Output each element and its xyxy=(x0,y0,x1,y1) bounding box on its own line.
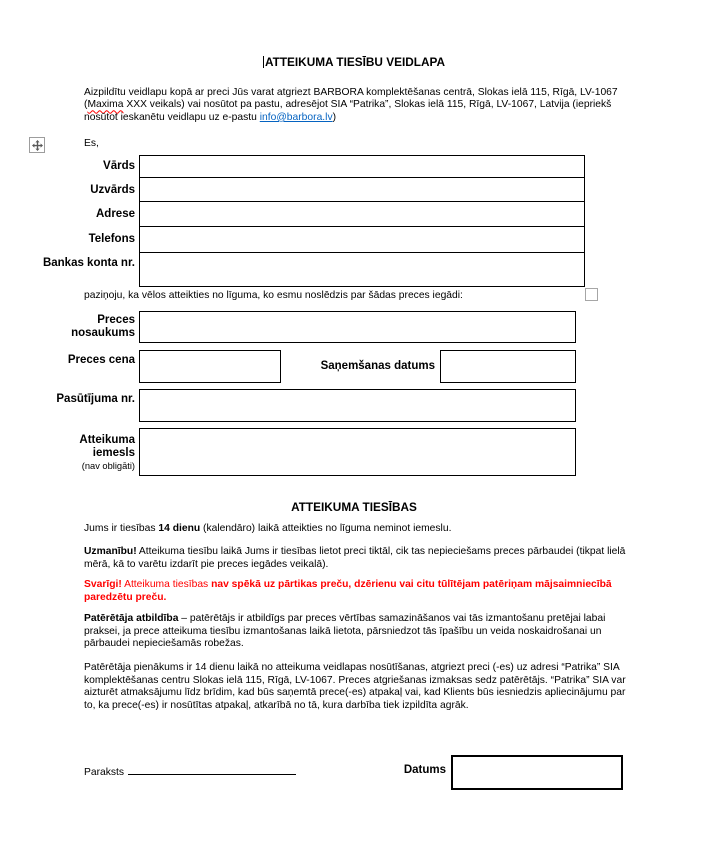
signature-line[interactable] xyxy=(128,764,296,775)
field-label-optional-note: (nav obligāti) xyxy=(81,461,135,471)
salutation-text: Es, xyxy=(84,138,99,149)
four-way-arrow-icon xyxy=(32,140,43,151)
field-label-sanemsanas-datums: Saņemšanas datums xyxy=(320,360,435,372)
table-move-handle-icon[interactable] xyxy=(29,137,45,153)
adrese-input[interactable] xyxy=(139,201,585,228)
p4-bold-pateretaja-atbildiba: Patērētāja atbildība xyxy=(84,613,179,624)
pasutijuma-nr-input[interactable] xyxy=(139,389,576,422)
telefons-input[interactable] xyxy=(139,226,585,254)
misspelled-word-maxima: Maxima xyxy=(87,99,124,111)
p1-bold-14-dienu: 14 dienu xyxy=(158,523,201,534)
field-label-atteikuma-iemesls xyxy=(40,434,135,471)
p1-text-post: (kalendāro) laikā atteikties no līguma neminot iemeslu. xyxy=(200,523,452,534)
p2-bold-uzmanibu: Uzmanību! xyxy=(84,546,137,557)
p4-text: – patērētājs ir atbildīgs par preces vērtības samazināšanos vai tās izmantošanu pretējai labai praksei, ja prece atteikuma tiesību izmantošanas laikā lietota, pārsniedzot tās īpašību un veida noskaidrošanai un pārbaudei nepieciešamās robežas. xyxy=(84,613,606,650)
paragraph-withdrawal-period xyxy=(84,523,629,536)
paragraph-consumer-obligation: Patērētāja pienākums ir 14 dienu laikā no atteikuma veidlapas nosūtīšanas, atgriezt preci (-es) uz adresi “Patrika” SIA komplektēšanas centru Slokas ielā 115, Rīgā, LV-1067. Preces atgriešanas izmaksas sedz patērētājs. “Patrika” SIA var aizturēt atmaksājumu līdz brīdim, kad būs saņemtā prece(-es) atpakaļ vai, kad Klients būs iesniedzis apliecinājumu par to, ka prece(-es) ir nosūtītas atpakaļ, atkarībā no tā, kura darbība tiek izpildīta agrāk. xyxy=(84,662,626,711)
field-label-pasutijuma-nr: Pasūtījuma nr. xyxy=(56,393,135,405)
intro-text-2: XXX veikals) vai nosūtot pa pastu, adresējot SIA “Patrika”, Slokas ielā 115, Rīgā, LV-1067, Latvija (iepriekš nosūtot ieskanētu veidlapu uz e-pastu xyxy=(84,99,612,123)
sanemsanas-datums-input[interactable] xyxy=(440,350,576,383)
signature-label: Paraksts xyxy=(84,767,125,778)
paragraph-attention xyxy=(84,546,629,571)
preces-cena-input[interactable] xyxy=(139,350,281,383)
intro-text-3: ) xyxy=(332,111,337,123)
personal-data-table xyxy=(139,155,585,287)
text-cursor xyxy=(263,56,264,68)
p3-text: Atteikuma tiesības xyxy=(121,579,212,590)
field-label-atteikuma-iemesls-text: Atteikuma iemesls xyxy=(79,434,135,459)
rights-section-heading: ATTEIKUMA TIESĪBAS xyxy=(291,500,417,514)
field-label-preces-cena: Preces cena xyxy=(67,354,135,366)
field-label-bankas-konta-nr: Bankas konta nr. xyxy=(42,257,135,269)
atteikuma-iemesls-input[interactable] xyxy=(139,428,576,476)
intro-text-1: Aizpildītu veidlapu kopā ar preci Jūs varat atgriezt BARBORA komplektēšanas centrā, Slokas ielā 115, Rīgā, LV-1067 ( xyxy=(84,87,618,111)
p1-text: Jums ir tiesības xyxy=(84,523,159,534)
field-label-uzvards: Uzvārds xyxy=(90,184,135,196)
signature-row xyxy=(84,764,296,778)
bankas-konta-nr-input[interactable] xyxy=(139,252,585,288)
p2-text: Atteikuma tiesību laikā Jums ir tiesības lietot preci tiktāl, cik tas nepieciešams preces pārbaudei (tikpat lielā mērā, kā to varētu izdarīt pie preces iegādes veikalā). xyxy=(84,546,626,570)
intro-paragraph xyxy=(84,87,624,124)
email-link[interactable]: info@barbora.lv xyxy=(259,111,333,123)
field-label-telefons: Telefons xyxy=(88,233,135,245)
preces-nosaukums-input[interactable] xyxy=(139,311,576,343)
uzvards-input[interactable] xyxy=(139,177,585,203)
field-label-preces-nosaukums: Preces nosaukums xyxy=(71,314,135,339)
page-title xyxy=(0,55,708,69)
page-title-text: ATTEIKUMA TIESĪBU VEIDLAPA xyxy=(264,55,445,69)
field-label-adrese: Adrese xyxy=(96,208,135,220)
p3-bold-svarigi: Svarīgi! xyxy=(84,579,122,590)
paragraph-consumer-responsibility xyxy=(84,613,629,651)
table-resize-handle[interactable] xyxy=(585,288,598,301)
paragraph-important-warning xyxy=(84,579,629,604)
statement-text: paziņoju, ka vēlos atteikties no līguma, ko esmu noslēdzis par šādas preces iegādi: xyxy=(84,290,463,301)
p3-bold-warning: nav spēkā uz pārtikas preču, dzērienu vai citu tūlītējam patēriņam mājsaimniecībā paredzētu preču. xyxy=(84,579,612,603)
vards-input[interactable] xyxy=(139,155,585,178)
date-label: Datums xyxy=(403,764,446,776)
field-label-vards: Vārds xyxy=(103,160,135,172)
datums-input[interactable] xyxy=(451,755,623,790)
